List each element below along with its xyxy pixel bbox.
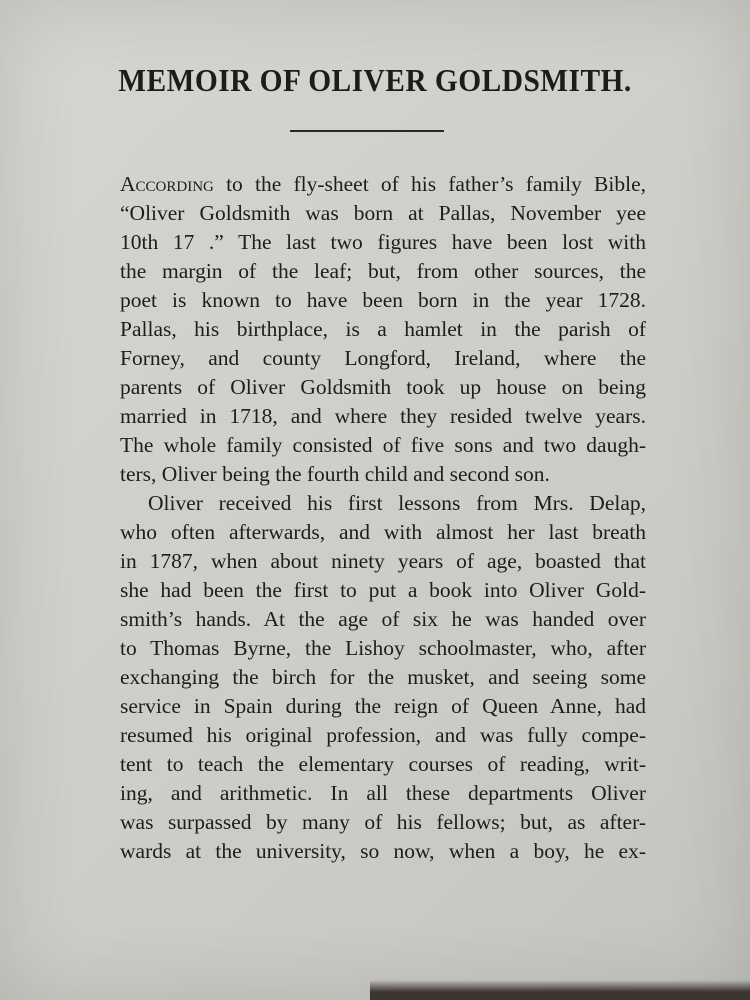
text-line — [120, 170, 646, 198]
drop-lead-word: According — [120, 172, 214, 196]
text-line: 10th 17 .” The last two figures have been lost with — [120, 230, 646, 254]
text-line: married in 1718, and where they resided twelve years. — [120, 404, 646, 428]
text-line: Forney, and county Longford, Ireland, where the — [120, 346, 646, 370]
text-line: Oliver received his first lessons from Mrs. Delap, — [148, 491, 646, 515]
text-line: was surpassed by many of his fellows; but, as after- — [120, 810, 646, 834]
text-line: ters, Oliver being the fourth child and second son. — [120, 462, 550, 486]
text-line: The whole family consisted of five sons and two daugh- — [120, 433, 646, 457]
text-line: “Oliver Goldsmith was born at Pallas, November yee — [120, 201, 646, 225]
title-rule — [290, 130, 444, 132]
page-shadow-edge — [370, 980, 750, 1000]
text-line: who often afterwards, and with almost her last breath — [120, 520, 646, 544]
text-line: in 1787, when about ninety years of age, boasted that — [120, 549, 646, 573]
text-line: tent to teach the elementary courses of reading, writ- — [120, 752, 646, 776]
text-line: to Thomas Byrne, the Lishoy schoolmaster, who, after — [120, 636, 646, 660]
text-line: parents of Oliver Goldsmith took up house on being — [120, 375, 646, 399]
text-line: the margin of the leaf; but, from other sources, the — [120, 259, 646, 283]
text-line: resumed his original profession, and was fully compe- — [120, 723, 646, 747]
text-line: service in Spain during the reign of Queen Anne, had — [120, 694, 646, 718]
text-line: poet is known to have been born in the year 1728. — [120, 288, 646, 312]
text-line: Pallas, his birthplace, is a hamlet in the parish of — [120, 317, 646, 341]
text-line: she had been the first to put a book into Oliver Gold- — [120, 578, 646, 602]
page-title: MEMOIR OF OLIVER GOLDSMITH. — [118, 62, 632, 98]
text-line: ing, and arithmetic. In all these departments Oliver — [120, 781, 646, 805]
text-line: exchanging the birch for the musket, and seeing some — [120, 665, 646, 689]
text-line-content: to the fly-sheet of his father’s family Bible, — [213, 172, 646, 196]
text-line: wards at the university, so now, when a boy, he ex- — [120, 839, 646, 863]
text-line: smith’s hands. At the age of six he was handed over — [120, 607, 646, 631]
